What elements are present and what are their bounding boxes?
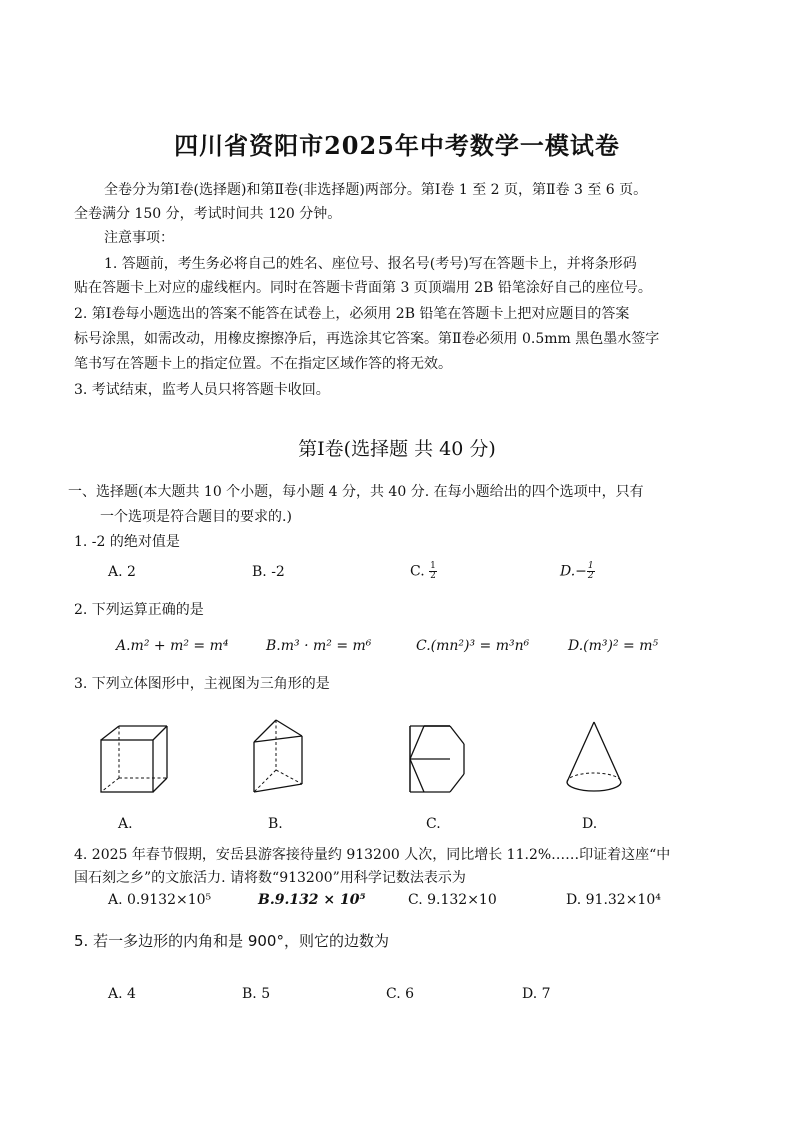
q2-option-c: C.(mn²)³ = m³n⁶ [416,638,530,654]
q2-stem: 2. 下列运算正确的是 [74,602,204,618]
q1-c-prefix: C. [410,563,425,580]
q2-option-b: B.m³ · m² = m⁶ [266,638,372,654]
q4-stem-2: 国石刻之乡”的文旅活力. 请将数“913200”用科学记数法表示为 [74,870,466,886]
section-title: 第Ⅰ卷(选择题 共 40 分) [298,438,496,460]
q3-stem: 3. 下列立体图形中，主视图为三角形的是 [74,676,330,692]
q1-d-prefix: D.− [560,563,587,580]
notice-2b: 标号涂黑，如需改动，用橡皮擦擦净后，再选涂其它答案。第Ⅱ卷必须用 0.5mm 黑色墨水签字 [74,331,660,347]
q3-option-b: B. [268,816,283,832]
q1-stem: 1. -2 的绝对值是 [74,534,180,550]
cone-figure [562,718,626,796]
q1-option-a: A. 2 [108,564,136,580]
part1-line-2: 一个选项是符合题目的要求的.) [100,509,292,525]
cube-figure [94,720,174,798]
q3-option-a: A. [118,816,133,832]
q1-option-d [560,562,595,581]
notice-3: 3. 考试结束，监考人员只将答题卡收回。 [74,382,330,398]
q4-stem-1: 4. 2025 年春节假期，安岳县游客接待量约 913200 人次，同比增长 11.2%……印证着这座“中 [74,847,671,863]
q1-option-c [410,562,437,581]
intro-line-1: 全卷分为第Ⅰ卷(选择题)和第Ⅱ卷(非选择题)两部分。第Ⅰ卷 1 至 2 页，第Ⅱ卷 3 至 6 页。 [104,182,648,198]
q5-option-b: B. 5 [242,986,271,1002]
q4-option-c: C. 9.132×10 [408,892,497,908]
q1-d-den: 2 [587,571,594,581]
notice-heading: 注意事项： [104,230,174,246]
part1-line-1: 一、选择题(本大题共 10 个小题，每小题 4 分，共 40 分. 在每小题给出的四个选项中，只有 [68,484,644,500]
q5-option-d: D. 7 [522,986,551,1002]
notice-1a: 1. 答题前，考生务必将自己的姓名、座位号、报名号(考号)写在答题卡上，并将条形码 [104,256,637,272]
q1-c-fraction [429,562,437,581]
notice-2a: 2. 第Ⅰ卷每小题选出的答案不能答在试卷上，必须用 2B 铅笔在答题卡上把对应题目的答案 [74,306,630,322]
q4-option-b: B.9.132 × 10⁵ [258,892,366,908]
page-title: 四川省资阳市2025年中考数学一模试卷 [174,131,620,160]
intro-line-2: 全卷满分 150 分，考试时间共 120 分钟。 [74,206,342,222]
pentagonal-prism-figure [404,722,474,796]
q1-d-num: 1 [587,561,594,571]
q1-c-num: 1 [430,561,436,571]
q4-option-d: D. 91.32×10⁴ [566,892,661,908]
q2-option-a: A.m² + m² = m⁴ [116,638,229,654]
notice-2c: 笔书写在答题卡上的指定位置。不在指定区域作答的将无效。 [74,356,452,372]
q5-stem: 5. 若一多边形的内角和是 900°，则它的边数为 [74,932,389,950]
q1-c-den: 2 [430,571,436,581]
q4-option-a: A. 0.9132×10⁵ [108,892,212,908]
triangular-prism-figure [248,716,308,796]
q3-option-d: D. [582,816,598,832]
q3-option-c: C. [426,816,441,832]
q5-option-a: A. 4 [108,986,136,1002]
q5-option-c: C. 6 [386,986,415,1002]
q1-d-fraction [587,562,595,581]
q1-option-b: B. -2 [252,564,285,580]
notice-1b: 贴在答题卡上对应的虚线框内。同时在答题卡背面第 3 页顶端用 2B 铅笔涂好自己的座位号。 [74,280,652,296]
q2-option-d: D.(m³)² = m⁵ [568,638,659,654]
